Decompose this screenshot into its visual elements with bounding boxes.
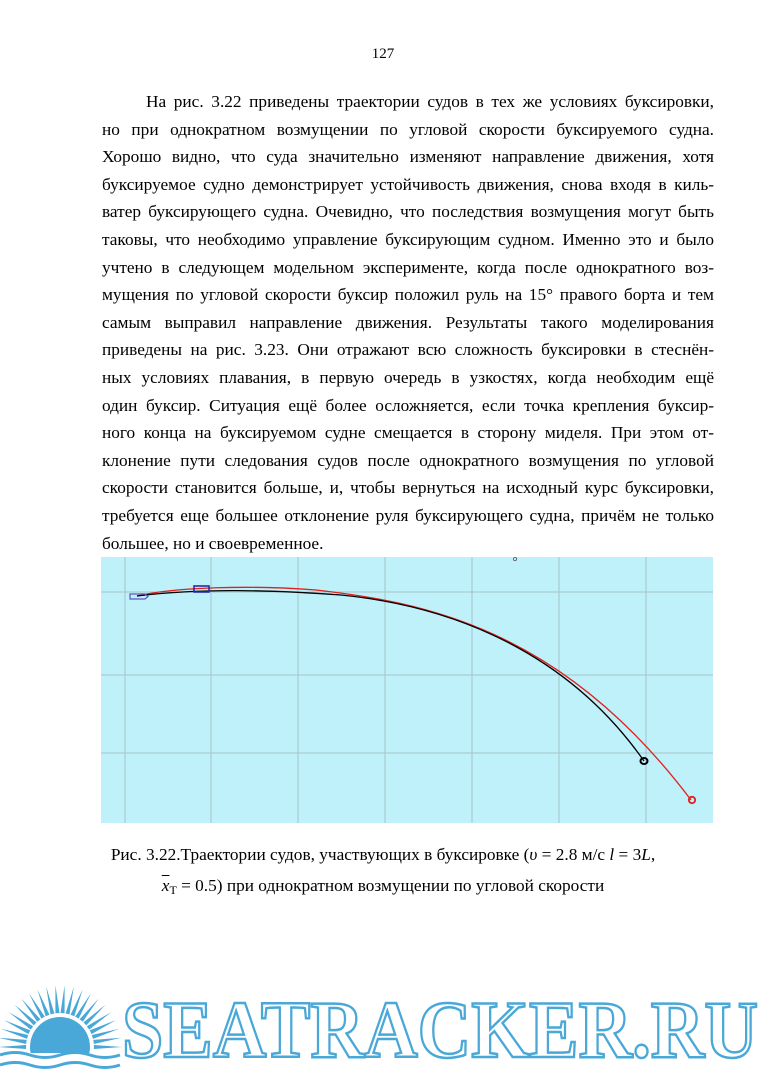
- caption-rest: = 0.5) при однократном возмущении по угловой скорости: [176, 876, 605, 895]
- paragraph-line: один буксир. Ситуация ещё более осложняется, если точка крепления буксир-: [102, 395, 714, 415]
- caption-comma: ,: [650, 845, 656, 864]
- seatracker-watermark: [0, 965, 766, 1083]
- tug-trajectory: [137, 587, 691, 800]
- trajectory-figure: [101, 557, 713, 823]
- paragraph-line: клонение пути следования судов после однократного возмущения по угловой: [102, 450, 714, 470]
- figure-caption-line-1: [0, 845, 766, 865]
- paragraph-line: ного конца на буксируемом судне смещается в сторону миделя. При этом от-: [102, 423, 714, 443]
- paragraph-line: требуется еще большее отклонение руля буксирующего судна, причём не только: [102, 505, 714, 525]
- velocity-symbol: υ: [529, 845, 538, 864]
- towed-vessel-trajectory: [137, 591, 644, 761]
- small-mark: [513, 557, 516, 560]
- caption-prefix: Рис. 3.22.Траектории судов, участвующих в буксировке (: [110, 845, 530, 864]
- watermark-text: SEATRACKER.RU: [122, 984, 758, 1075]
- length-symbol: l: [609, 845, 615, 864]
- x-symbol: $\overline{x}$: [161, 876, 170, 895]
- paragraph-line: большее, но и своевременное.: [102, 533, 324, 553]
- caption-length: = 3: [614, 845, 642, 864]
- paragraph-line: На рис. 3.22 приведены траектории судов в тех же условиях буксировки,: [146, 92, 714, 111]
- trajectory-plot: [101, 557, 713, 823]
- caption-velocity: = 2.8 м/с: [537, 845, 610, 864]
- ship-length-symbol: L: [641, 845, 651, 864]
- paragraph: [102, 88, 714, 557]
- paragraph-line: буксируемое судно демонстрирует устойчивость движения, снова входя в киль-: [102, 174, 714, 194]
- page-number: 127: [371, 46, 395, 62]
- paragraph-line: ных условиях плавания, в первую очередь в узкостях, когда необходим ещё: [102, 367, 714, 387]
- paragraph-line: Хорошо видно, что суда значительно изменяют направление движения, хотя: [102, 147, 714, 167]
- paragraph-line: таковы, что необходимо управление буксирующим судном. Именно это и было: [102, 229, 714, 249]
- tug-vessel-marker: [689, 797, 695, 803]
- paragraph-line: мущения по угловой скорости буксир положил руль на 15° правого борта и тем: [102, 285, 714, 305]
- figure-grid: [101, 557, 713, 823]
- paragraph-line: учтено в следующем модельном эксперименте, когда после однократного воз-: [102, 257, 714, 277]
- paragraph-line: приведены на рис. 3.23. Они отражают всю сложность буксировки в стеснён-: [102, 340, 714, 360]
- paragraph-line: самым выправил направление движения. Результаты такого моделирования: [102, 312, 714, 332]
- x-subscript: T: [169, 883, 177, 897]
- paragraph-line: но при однократном возмущении по угловой скорости буксируемого судна.: [102, 119, 714, 139]
- figure-caption-line-2: [0, 876, 766, 898]
- sea-waves-icon: [0, 1053, 120, 1068]
- paragraph-line: скорости становится больше, и, чтобы вернуться на исходный курс буксировки,: [102, 478, 714, 498]
- paragraph-line: ватер буксирующего судна. Очевидно, что последствия возмущения могут быть: [102, 202, 714, 222]
